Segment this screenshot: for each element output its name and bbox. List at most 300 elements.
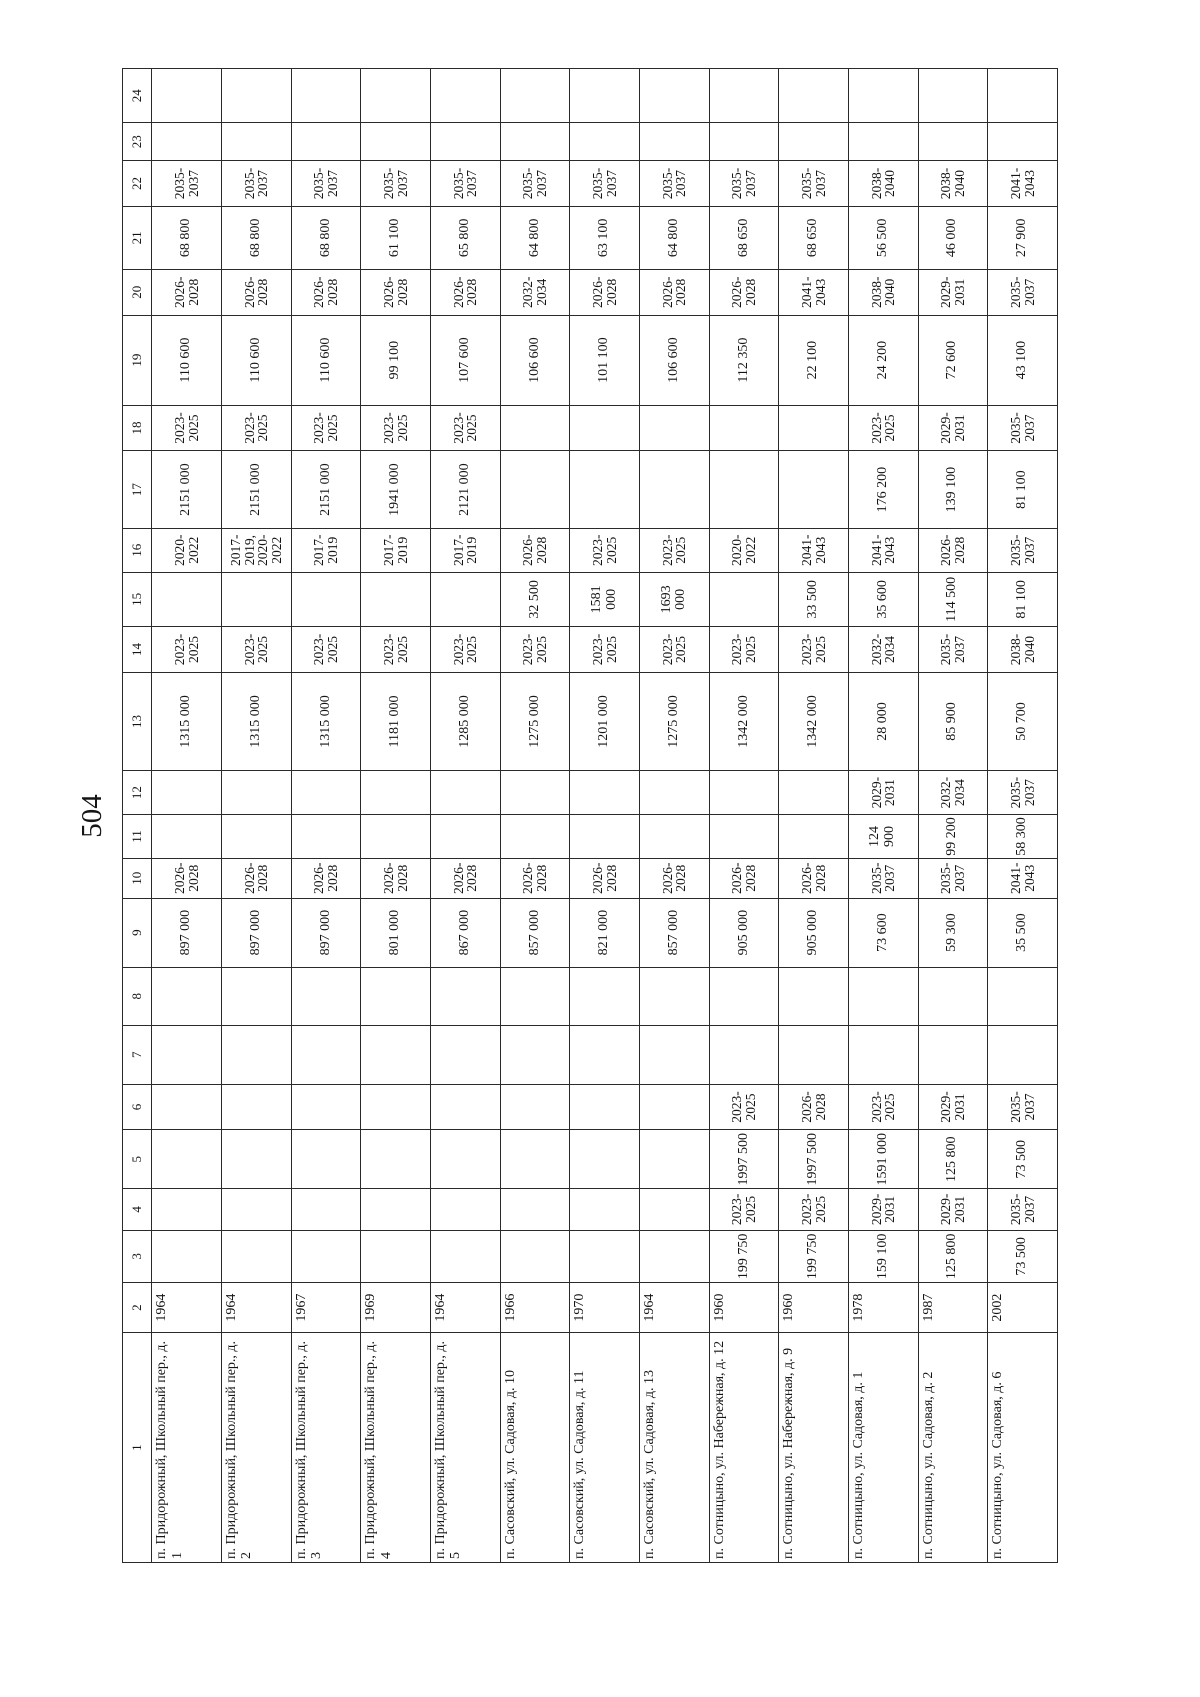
- table-cell: [848, 1026, 918, 1085]
- table-cell: 2023-2025: [152, 405, 222, 451]
- table-cell: [500, 1084, 570, 1130]
- table-row: [430, 69, 500, 1563]
- table-cell: [152, 815, 222, 859]
- table-cell: 821 000: [570, 898, 640, 967]
- table-cell: 2026-2028: [570, 858, 640, 898]
- table-cell: [988, 967, 1058, 1026]
- table-cell: 2035-2037: [988, 771, 1058, 815]
- table-cell: 99 200: [918, 815, 988, 859]
- table-cell: [221, 967, 291, 1026]
- table-cell: 2041-2043: [988, 161, 1058, 207]
- table-cell: [221, 1130, 291, 1189]
- table-cell: 2035-2037: [430, 161, 500, 207]
- table-cell: 176 200: [848, 451, 918, 528]
- address-cell: п. Придорожный, Школьный пер., д. 5: [430, 1333, 500, 1563]
- table-row: [221, 69, 291, 1563]
- page-number: 504: [76, 794, 108, 838]
- table-cell: [291, 1230, 361, 1282]
- table-cell: 56 500: [848, 207, 918, 270]
- column-header: 6: [123, 1084, 152, 1130]
- table-cell: [430, 771, 500, 815]
- table-cell: [361, 815, 431, 859]
- table-cell: [639, 1026, 709, 1085]
- table-row: [918, 69, 988, 1563]
- table-cell: [361, 1189, 431, 1231]
- table-cell: 110 600: [152, 315, 222, 405]
- table-cell: [779, 69, 849, 123]
- table-cell: 46 000: [918, 207, 988, 270]
- address-cell: п. Сотницыно, ул. Садовая, д. 1: [848, 1333, 918, 1563]
- table-cell: [570, 1189, 640, 1231]
- table-cell: 1967: [291, 1283, 361, 1333]
- table-cell: [291, 123, 361, 161]
- table-row: [570, 69, 640, 1563]
- table-cell: [500, 405, 570, 451]
- table-cell: [361, 1084, 431, 1130]
- address-cell: п. Сотницыно, ул. Садовая, д. 6: [988, 1333, 1058, 1563]
- table-cell: [848, 69, 918, 123]
- table-cell: [848, 967, 918, 1026]
- table-cell: 2026-2028: [152, 269, 222, 315]
- table-cell: 68 800: [221, 207, 291, 270]
- table-cell: [779, 405, 849, 451]
- column-header: 15: [123, 572, 152, 626]
- table-cell: 2035-2037: [988, 1084, 1058, 1130]
- column-header: 17: [123, 451, 152, 528]
- table-cell: 897 000: [152, 898, 222, 967]
- table-cell: 2023-2025: [291, 626, 361, 672]
- table-cell: [709, 572, 779, 626]
- table-cell: 1987: [918, 1283, 988, 1333]
- table-row: [988, 69, 1058, 1563]
- table-cell: [291, 967, 361, 1026]
- column-header: 10: [123, 858, 152, 898]
- table-row: [361, 69, 431, 1563]
- column-header: 9: [123, 898, 152, 967]
- table-cell: 897 000: [221, 898, 291, 967]
- table-row: [152, 69, 222, 1563]
- table-cell: 2026-2028: [779, 858, 849, 898]
- table-cell: 125 800: [918, 1230, 988, 1282]
- table-cell: [779, 771, 849, 815]
- table-cell: 2026-2028: [152, 858, 222, 898]
- table-cell: [779, 451, 849, 528]
- table-cell: 1591 000: [848, 1130, 918, 1189]
- table-cell: [500, 69, 570, 123]
- address-cell: п. Придорожный, Школьный пер., д. 4: [361, 1333, 431, 1563]
- table-cell: 2038-2040: [988, 626, 1058, 672]
- table-cell: [500, 967, 570, 1026]
- table-cell: [221, 572, 291, 626]
- table-cell: 63 100: [570, 207, 640, 270]
- table-cell: [639, 69, 709, 123]
- table-cell: 32 500: [500, 572, 570, 626]
- table-cell: 2026-2028: [709, 858, 779, 898]
- table-cell: 2032-2034: [918, 771, 988, 815]
- table-cell: 2026-2028: [709, 269, 779, 315]
- table-cell: [570, 1026, 640, 1085]
- table-cell: [918, 1026, 988, 1085]
- table-cell: [152, 69, 222, 123]
- table-cell: 1960: [709, 1283, 779, 1333]
- table-cell: 1275 000: [639, 672, 709, 770]
- table-cell: 27 900: [988, 207, 1058, 270]
- column-header: 13: [123, 672, 152, 770]
- address-cell: п. Сасовский, ул. Садовая, д. 10: [500, 1333, 570, 1563]
- table-cell: [500, 815, 570, 859]
- table-cell: [918, 69, 988, 123]
- table-cell: 64 800: [639, 207, 709, 270]
- table-cell: 2035-2037: [500, 161, 570, 207]
- table-cell: [221, 1026, 291, 1085]
- table-cell: [152, 572, 222, 626]
- table-cell: 2035-2037: [152, 161, 222, 207]
- table-cell: 867 000: [430, 898, 500, 967]
- table-cell: 1693 000: [639, 572, 709, 626]
- table-cell: 2035-2037: [361, 161, 431, 207]
- table-cell: [291, 572, 361, 626]
- table-cell: [361, 69, 431, 123]
- table-cell: [500, 771, 570, 815]
- table-cell: 110 600: [291, 315, 361, 405]
- table-cell: 2151 000: [291, 451, 361, 528]
- table-cell: 2020-2022: [152, 528, 222, 572]
- address-cell: п. Придорожный, Школьный пер., д. 3: [291, 1333, 361, 1563]
- table-cell: 58 300: [988, 815, 1058, 859]
- table-cell: 1315 000: [291, 672, 361, 770]
- table-cell: 801 000: [361, 898, 431, 967]
- table-cell: 64 800: [500, 207, 570, 270]
- table-cell: 1581 000: [570, 572, 640, 626]
- address-cell: п. Придорожный, Школьный пер., д. 2: [221, 1333, 291, 1563]
- table-cell: 857 000: [639, 898, 709, 967]
- address-cell: п. Сотницыно, ул. Набережная, д. 12: [709, 1333, 779, 1563]
- table-cell: 65 800: [430, 207, 500, 270]
- table-cell: 2026-2028: [639, 858, 709, 898]
- table-cell: 1342 000: [709, 672, 779, 770]
- table-cell: [709, 405, 779, 451]
- table-cell: 1964: [430, 1283, 500, 1333]
- table-cell: 114 500: [918, 572, 988, 626]
- table-cell: [291, 1026, 361, 1085]
- table-cell: 2151 000: [221, 451, 291, 528]
- table-cell: [570, 123, 640, 161]
- table-cell: 2023-2025: [709, 626, 779, 672]
- table-cell: [152, 771, 222, 815]
- table-cell: 2026-2028: [221, 858, 291, 898]
- table-cell: 2041-2043: [779, 269, 849, 315]
- table-cell: [152, 1189, 222, 1231]
- table-cell: 2026-2028: [918, 528, 988, 572]
- table-cell: 2035-2037: [291, 161, 361, 207]
- column-header: 7: [123, 1026, 152, 1085]
- table-cell: 1941 000: [361, 451, 431, 528]
- address-cell: п. Сотницыно, ул. Садовая, д. 2: [918, 1333, 988, 1563]
- table-cell: [570, 1084, 640, 1130]
- table-cell: 2032-2034: [500, 269, 570, 315]
- table-cell: 2017-2019, 2020-2022: [221, 528, 291, 572]
- table-cell: 2023-2025: [779, 1189, 849, 1231]
- table-cell: 1997 500: [709, 1130, 779, 1189]
- table-cell: 101 100: [570, 315, 640, 405]
- table-cell: 59 300: [918, 898, 988, 967]
- column-header: 20: [123, 269, 152, 315]
- table-cell: 28 000: [848, 672, 918, 770]
- table-cell: 2023-2025: [221, 626, 291, 672]
- table-cell: 33 500: [779, 572, 849, 626]
- table-cell: [500, 1230, 570, 1282]
- table-cell: 2023-2025: [430, 405, 500, 451]
- table-cell: [988, 69, 1058, 123]
- table-cell: [570, 451, 640, 528]
- table-cell: 2023-2025: [291, 405, 361, 451]
- table-row: [639, 69, 709, 1563]
- table-cell: [221, 1189, 291, 1231]
- table-cell: 2038-2040: [918, 161, 988, 207]
- table-cell: 1275 000: [500, 672, 570, 770]
- table-cell: [639, 123, 709, 161]
- table-cell: [291, 1189, 361, 1231]
- table-cell: [988, 123, 1058, 161]
- column-header: 1: [123, 1333, 152, 1563]
- table-cell: 2026-2028: [361, 858, 431, 898]
- table-cell: 905 000: [709, 898, 779, 967]
- table-cell: 125 800: [918, 1130, 988, 1189]
- column-header: 19: [123, 315, 152, 405]
- table-cell: 2035-2037: [918, 858, 988, 898]
- table-cell: [779, 1026, 849, 1085]
- table-cell: 124 900: [848, 815, 918, 859]
- table-cell: 43 100: [988, 315, 1058, 405]
- table-cell: [430, 1230, 500, 1282]
- address-cell: п. Сасовский, ул. Садовая, д. 13: [639, 1333, 709, 1563]
- table-cell: 2035-2037: [988, 528, 1058, 572]
- table-cell: 2023-2025: [361, 405, 431, 451]
- table-cell: 1970: [570, 1283, 640, 1333]
- table-cell: 106 600: [500, 315, 570, 405]
- table-cell: [291, 815, 361, 859]
- table-cell: 1285 000: [430, 672, 500, 770]
- table-cell: 2017-2019: [430, 528, 500, 572]
- table-cell: 2023-2025: [709, 1084, 779, 1130]
- table-cell: [430, 1130, 500, 1189]
- table-row: [291, 69, 361, 1563]
- table-cell: 2026-2028: [430, 269, 500, 315]
- table-cell: 2023-2025: [361, 626, 431, 672]
- table-cell: [361, 967, 431, 1026]
- table-cell: 22 100: [779, 315, 849, 405]
- table-cell: [570, 815, 640, 859]
- table-cell: [500, 123, 570, 161]
- table-cell: 2038-2040: [848, 161, 918, 207]
- table-cell: [848, 123, 918, 161]
- table-cell: [361, 1230, 431, 1282]
- table-cell: 2035-2037: [709, 161, 779, 207]
- table-cell: [570, 69, 640, 123]
- table-cell: 2023-2025: [500, 626, 570, 672]
- table-cell: [709, 967, 779, 1026]
- table-cell: [500, 451, 570, 528]
- column-header: 22: [123, 161, 152, 207]
- column-header: 2: [123, 1283, 152, 1333]
- table-cell: 2023-2025: [779, 626, 849, 672]
- address-cell: п. Сасовский, ул. Садовая, д. 11: [570, 1333, 640, 1563]
- table-cell: 1201 000: [570, 672, 640, 770]
- header-row: [123, 69, 152, 1563]
- column-header: 23: [123, 123, 152, 161]
- table-row: [779, 69, 849, 1563]
- table-cell: [291, 771, 361, 815]
- address-cell: п. Сотницыно, ул. Набережная, д. 9: [779, 1333, 849, 1563]
- table-cell: 81 100: [988, 451, 1058, 528]
- table-cell: [152, 1026, 222, 1085]
- table-cell: [639, 771, 709, 815]
- table-cell: 2035-2037: [639, 161, 709, 207]
- table-cell: 73 500: [988, 1130, 1058, 1189]
- table-cell: [291, 1130, 361, 1189]
- table-cell: 2035-2037: [918, 626, 988, 672]
- table-cell: 2038-2040: [848, 269, 918, 315]
- address-cell: п. Придорожный, Школьный пер., д. 1: [152, 1333, 222, 1563]
- table-cell: 2023-2025: [221, 405, 291, 451]
- table-cell: 1342 000: [779, 672, 849, 770]
- table-cell: 110 600: [221, 315, 291, 405]
- table-cell: [570, 1230, 640, 1282]
- table-cell: [221, 69, 291, 123]
- column-header: 11: [123, 815, 152, 859]
- column-header: 16: [123, 528, 152, 572]
- table-cell: [430, 815, 500, 859]
- column-header: 21: [123, 207, 152, 270]
- table-container: [122, 68, 1058, 1563]
- table-cell: [221, 123, 291, 161]
- table-cell: [779, 123, 849, 161]
- table-cell: 2041-2043: [848, 528, 918, 572]
- table-cell: 2023-2025: [848, 405, 918, 451]
- column-header: 18: [123, 405, 152, 451]
- table-cell: 81 100: [988, 572, 1058, 626]
- table-cell: [152, 967, 222, 1026]
- table-cell: 68 800: [152, 207, 222, 270]
- table-cell: 1964: [639, 1283, 709, 1333]
- table-cell: [500, 1026, 570, 1085]
- table-cell: [639, 815, 709, 859]
- table-cell: 1181 000: [361, 672, 431, 770]
- table-cell: [639, 1189, 709, 1231]
- table-cell: 2023-2025: [570, 528, 640, 572]
- table-cell: [361, 572, 431, 626]
- table-cell: 68 800: [291, 207, 361, 270]
- table-cell: 2035-2037: [779, 161, 849, 207]
- table-cell: 857 000: [500, 898, 570, 967]
- table-cell: 2035-2037: [570, 161, 640, 207]
- table-cell: 2026-2028: [500, 528, 570, 572]
- table-cell: 2026-2028: [779, 1084, 849, 1130]
- table-cell: [430, 123, 500, 161]
- table-cell: 2023-2025: [570, 626, 640, 672]
- table-cell: 2017-2019: [361, 528, 431, 572]
- table-cell: 2026-2028: [291, 858, 361, 898]
- table-cell: 24 200: [848, 315, 918, 405]
- table-cell: 35 600: [848, 572, 918, 626]
- table-cell: 2151 000: [152, 451, 222, 528]
- table-cell: [779, 967, 849, 1026]
- table-cell: 2029-2031: [848, 771, 918, 815]
- table-cell: 1315 000: [221, 672, 291, 770]
- table-cell: [500, 1130, 570, 1189]
- table-cell: [152, 1230, 222, 1282]
- table-cell: 73 500: [988, 1230, 1058, 1282]
- table-cell: 2029-2031: [848, 1189, 918, 1231]
- table-cell: 2026-2028: [500, 858, 570, 898]
- table-cell: 2026-2028: [361, 269, 431, 315]
- table-cell: [639, 1130, 709, 1189]
- table-cell: 2026-2028: [430, 858, 500, 898]
- table-cell: 2035-2037: [988, 405, 1058, 451]
- table-cell: 1997 500: [779, 1130, 849, 1189]
- table-cell: 68 650: [709, 207, 779, 270]
- table-cell: 2023-2025: [639, 528, 709, 572]
- table-cell: 905 000: [779, 898, 849, 967]
- table-cell: 2023-2025: [639, 626, 709, 672]
- table-cell: 2026-2028: [570, 269, 640, 315]
- column-header: 12: [123, 771, 152, 815]
- table-row: [848, 69, 918, 1563]
- table-cell: [570, 1130, 640, 1189]
- table-cell: 99 100: [361, 315, 431, 405]
- data-table: [122, 68, 1058, 1563]
- table-cell: [500, 1189, 570, 1231]
- table-cell: [779, 815, 849, 859]
- table-cell: 1966: [500, 1283, 570, 1333]
- table-cell: [709, 771, 779, 815]
- table-cell: 2029-2031: [918, 405, 988, 451]
- column-header: 14: [123, 626, 152, 672]
- table-cell: 2026-2028: [221, 269, 291, 315]
- table-cell: [291, 1084, 361, 1130]
- table-cell: [430, 967, 500, 1026]
- table-cell: 2035-2037: [848, 858, 918, 898]
- table-cell: [221, 815, 291, 859]
- table-cell: [639, 1230, 709, 1282]
- table-cell: [639, 967, 709, 1026]
- table-cell: [361, 1130, 431, 1189]
- table-cell: [152, 123, 222, 161]
- table-cell: [639, 451, 709, 528]
- table-cell: [570, 405, 640, 451]
- table-cell: [152, 1084, 222, 1130]
- table-cell: 897 000: [291, 898, 361, 967]
- table-cell: [361, 123, 431, 161]
- table-cell: [709, 1026, 779, 1085]
- table-cell: [570, 771, 640, 815]
- table-cell: 2020-2022: [709, 528, 779, 572]
- table-cell: [918, 967, 988, 1026]
- table-cell: 159 100: [848, 1230, 918, 1282]
- table-row: [709, 69, 779, 1563]
- table-cell: [430, 69, 500, 123]
- table-cell: [709, 451, 779, 528]
- table-cell: 73 600: [848, 898, 918, 967]
- table-cell: 61 100: [361, 207, 431, 270]
- table-cell: 2023-2025: [709, 1189, 779, 1231]
- table-cell: 112 350: [709, 315, 779, 405]
- table-cell: 68 650: [779, 207, 849, 270]
- column-header: 4: [123, 1189, 152, 1231]
- table-cell: [988, 1026, 1058, 1085]
- table-cell: [709, 815, 779, 859]
- table-cell: 106 600: [639, 315, 709, 405]
